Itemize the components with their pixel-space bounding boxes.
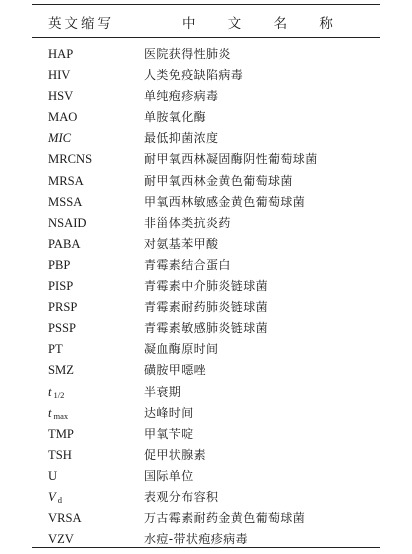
abbreviation: MIC [48,131,72,146]
chinese-name: 达峰时间 [144,405,194,420]
chinese-name: 磺胺甲噁唑 [144,363,207,378]
abbreviation: TSH [48,447,72,462]
abbreviation: VZV [48,532,74,547]
abbreviation: MRSA [48,173,84,188]
table-row [32,234,380,255]
abbreviation: SMZ [48,363,74,378]
abbreviation-subscript: max [53,410,69,421]
chinese-name: 医院获得性肺炎 [144,47,231,61]
abbreviation-main: t [48,405,52,420]
table-bottom-rule [32,547,380,548]
table-row [32,445,380,466]
table-row [32,255,380,276]
abbreviation: HSV [48,89,74,104]
chinese-name: 甲氧西林敏感金黄色葡萄球菌 [144,194,306,209]
abbreviation: HIV [48,68,71,83]
chinese-name: 青霉素结合蛋白 [144,257,231,272]
table-row [32,65,380,86]
chinese-name: 半衰期 [144,384,182,399]
table-row [32,276,380,297]
table-row [32,297,380,318]
chinese-name: 青霉素耐药肺炎链球菌 [144,300,269,315]
table-row [32,171,380,192]
chinese-name: 非甾体类抗炎药 [144,215,231,230]
abbreviation: VRSA [48,511,82,526]
chinese-name: 促甲状腺素 [144,447,207,462]
table-row [32,424,380,445]
chinese-name: 单胺氧化酶 [144,110,207,125]
abbreviation-subscript: d [57,494,62,505]
table-row [32,466,380,487]
chinese-name: 万古霉素耐药金黄色葡萄球菌 [144,511,306,526]
chinese-name: 耐甲氧西林凝固酶阴性葡萄球菌 [144,152,318,167]
table-row [32,44,380,65]
chinese-name: 青霉素敏感肺炎链球菌 [144,321,269,336]
abbreviation: TMP [48,426,74,441]
abbreviation: PBP [48,257,71,272]
table-row [32,149,380,170]
table-row [32,318,380,339]
table-row [32,487,380,508]
table-row [32,360,380,381]
header-abbreviation: 英文缩写 [48,16,114,32]
header-chinese-name: 中 文 名 称 [182,16,347,32]
chinese-name: 国际单位 [144,468,194,483]
abbreviation: PRSP [48,300,78,315]
table-row [32,382,380,403]
abbreviation: NSAID [48,215,87,230]
table-row [32,107,380,128]
chinese-name: 单纯疱疹病毒 [144,89,219,104]
chinese-name: 最低抑菌浓度 [144,131,219,146]
abbreviation: PSSP [48,321,77,336]
abbreviation: PISP [48,279,74,294]
chinese-name: 甲氧苄啶 [144,426,194,441]
chinese-name: 凝血酶原时间 [144,342,219,357]
table-row [32,192,380,213]
abbreviation: U [48,468,58,483]
abbreviation: MAO [48,110,78,125]
table-row [32,403,380,424]
table-row [32,339,380,360]
chinese-name: 青霉素中介肺炎链球菌 [144,279,269,294]
abbreviation: HAP [48,47,74,61]
table-top-rule [32,4,380,5]
abbreviation: PT [48,342,63,357]
abbreviation: MRCNS [48,152,93,167]
abbreviation: PABA [48,236,81,251]
abbreviation-main: V [48,489,56,504]
table-header-rule [32,37,380,38]
chinese-name: 人类免疫缺陷病毒 [144,68,244,83]
table-row [32,86,380,107]
chinese-name: 表观分布容积 [144,489,219,504]
abbreviation-subscript: 1/2 [53,389,65,400]
table-header [32,10,380,32]
table-row [32,128,380,149]
chinese-name: 耐甲氧西林金黄色葡萄球菌 [144,173,293,188]
chinese-name: 对氨基苯甲酸 [144,236,219,251]
abbreviation-main: t [48,384,52,399]
table-row [32,213,380,234]
chinese-name: 水痘-带状疱疹病毒 [144,532,248,547]
table-row [32,508,380,529]
abbreviation: MSSA [48,194,83,209]
table-body [32,44,380,550]
